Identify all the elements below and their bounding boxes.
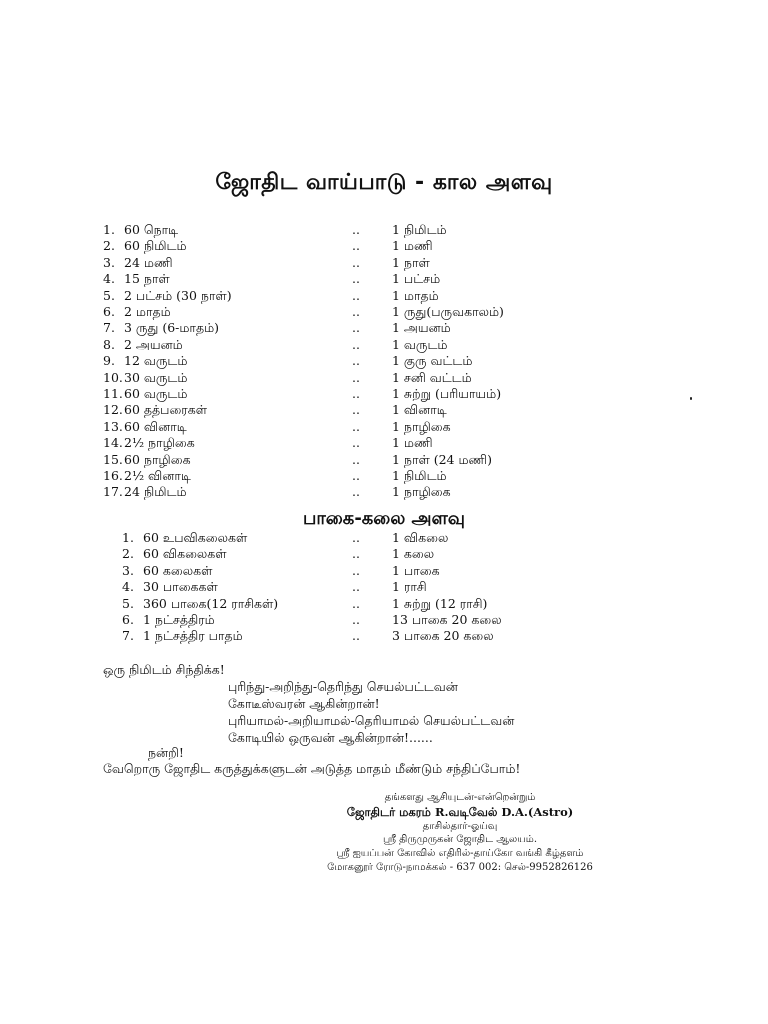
row-separator: .. <box>352 222 360 237</box>
row-equivalent: 1 நாள் (24 மணி) <box>392 451 493 467</box>
row-quantity: 60 வருடம் <box>124 386 188 401</box>
row-separator: .. <box>352 238 360 254</box>
row-separator: .. <box>352 595 360 611</box>
row-equivalent: 1 மணி <box>392 238 433 254</box>
row-quantity: 360 பாகை(12 ராசிகள்) <box>143 595 279 611</box>
row-quantity: 60 தத்பரைகள் <box>124 402 208 418</box>
row-number: 1. <box>122 530 134 545</box>
row-quantity: 60 வினாடி <box>124 418 187 434</box>
row-separator: .. <box>352 336 360 352</box>
row-quantity: 30 பாகைகள் <box>143 579 218 595</box>
row-equivalent: 1 வினாடி <box>392 402 447 418</box>
scan-speck <box>690 397 692 400</box>
row-number: 12. <box>103 402 123 418</box>
row-number: 9. <box>103 353 115 369</box>
page-title: ஜோதிட வாய்பாடு - கால அளவு <box>215 170 553 195</box>
row-number: 5. <box>103 287 115 303</box>
footer-line-5: ஸ்ரீ ஐயப்பன் கோவில் எதிரில்-தாய்கோ வங்கி கீழ்தளம் <box>336 848 584 859</box>
row-quantity: 1 நட்சத்திர பாதம் <box>143 628 243 644</box>
row-separator: .. <box>352 304 360 319</box>
row-separator: .. <box>352 254 360 270</box>
row-number: 7. <box>122 628 134 644</box>
row-separator: .. <box>352 435 360 451</box>
row-equivalent: 1 நிமிடம் <box>392 222 447 237</box>
row-number: 4. <box>122 579 134 595</box>
footer-line-3: தாசில்தார்-ஓய்வு <box>422 821 498 832</box>
note-closing: வேறொரு ஜோதிட கருத்துக்களுடன் அடுத்த மாதம் மீண்டும் சந்திப்போம்! <box>103 761 521 776</box>
row-quantity: 60 விகலைகள் <box>143 546 227 562</box>
row-separator: .. <box>352 562 360 578</box>
row-quantity: 2 பட்சம் (30 நாள்) <box>124 287 232 303</box>
row-quantity: 60 உபவிகலைகள் <box>143 530 248 545</box>
row-quantity: 60 நொடி <box>124 222 179 237</box>
row-separator: .. <box>352 484 360 500</box>
row-number: 17. <box>103 484 123 500</box>
note-line-1: புரிந்து-அறிந்து-தெரிந்து செயல்பட்டவன் <box>228 679 458 694</box>
row-equivalent: 1 குரு வட்டம் <box>392 353 473 369</box>
row-equivalent: 1 ருது(பருவகாலம்) <box>392 304 504 319</box>
row-number: 14. <box>103 435 123 451</box>
row-equivalent: 1 நாள் <box>392 254 430 270</box>
row-quantity: 60 கலைகள் <box>143 562 213 578</box>
note-line-4: கோடியில் ஒருவன் ஆகின்றான்!...... <box>228 730 433 745</box>
row-number: 6. <box>122 612 134 627</box>
row-quantity: 60 நிமிடம் <box>124 238 187 254</box>
row-equivalent: 1 சுற்று (பரியாயம்) <box>392 386 502 401</box>
row-separator: .. <box>352 271 360 287</box>
row-separator: .. <box>352 612 360 627</box>
row-equivalent: 1 மாதம் <box>392 287 439 303</box>
row-number: 7. <box>103 320 115 336</box>
row-equivalent: 1 நாழிகை <box>392 418 451 434</box>
row-number: 6. <box>103 304 115 319</box>
row-number: 15. <box>103 451 123 467</box>
row-number: 2. <box>122 546 134 562</box>
row-number: 3. <box>122 562 134 578</box>
row-equivalent: 1 அயனம் <box>392 320 451 336</box>
row-equivalent: 1 பட்சம் <box>392 271 441 287</box>
row-quantity: 30 வருடம் <box>124 369 188 385</box>
row-quantity: 1 நட்சத்திரம் <box>143 612 215 627</box>
row-equivalent: 1 நிமிடம் <box>392 468 447 483</box>
note-intro: ஒரு நிமிடம் சிந்திக்க! <box>103 662 225 677</box>
row-quantity: 3 ருது (6-மாதம்) <box>124 320 220 336</box>
row-equivalent: 1 சுற்று (12 ராசி) <box>392 595 488 611</box>
row-quantity: 15 நாள் <box>124 271 170 287</box>
row-quantity: 2 அயனம் <box>124 336 183 352</box>
row-quantity: 12 வருடம் <box>124 353 188 369</box>
footer-line-2: ஜோதிடர் மகரம் R.வடிவேல் D.A.(Astro) <box>346 805 574 819</box>
row-equivalent: 1 நாழிகை <box>392 484 451 500</box>
row-quantity: 60 நாழிகை <box>124 451 191 467</box>
note-thanks: நன்றி! <box>148 745 184 760</box>
row-equivalent: 13 பாகை 20 கலை <box>392 612 502 627</box>
row-number: 1. <box>103 222 115 237</box>
row-separator: .. <box>352 320 360 336</box>
row-equivalent: 3 பாகை 20 கலை <box>392 628 494 644</box>
row-number: 4. <box>103 271 115 287</box>
row-separator: .. <box>352 418 360 434</box>
row-number: 13. <box>103 418 123 434</box>
row-number: 11. <box>103 386 123 401</box>
row-equivalent: 1 கலை <box>392 546 435 562</box>
row-quantity: 2½ நாழிகை <box>124 435 195 451</box>
row-quantity: 2 மாதம் <box>124 304 171 319</box>
row-separator: .. <box>352 468 360 483</box>
footer-line-4: ஸ்ரீ திருமுருகன் ஜோதிட ஆலயம். <box>382 834 538 845</box>
note-line-3: புரியாமல்-அறியாமல்-தெரியாமல் செயல்பட்டவன் <box>228 713 515 728</box>
row-number: 3. <box>103 254 115 270</box>
row-number: 5. <box>122 595 134 611</box>
row-number: 16. <box>103 468 123 483</box>
row-number: 8. <box>103 336 115 352</box>
row-number: 2. <box>103 238 115 254</box>
row-equivalent: 1 சனி வட்டம் <box>392 369 472 385</box>
row-quantity: 2½ வினாடி <box>124 468 191 483</box>
row-separator: .. <box>352 451 360 467</box>
row-equivalent: 1 மணி <box>392 435 433 451</box>
footer-line-1: தங்களது ஆசியுடன்-என்றென்றும் <box>384 792 536 803</box>
section-subtitle: பாகை-கலை அளவு <box>302 508 466 529</box>
row-separator: .. <box>352 579 360 595</box>
row-separator: .. <box>352 386 360 401</box>
row-equivalent: 1 ராசி <box>392 579 427 595</box>
row-separator: .. <box>352 369 360 385</box>
row-equivalent: 1 விகலை <box>392 530 449 545</box>
row-quantity: 24 மணி <box>124 254 173 270</box>
footer-line-6: மோகனூர் ரோடு-நாமக்கல் - 637 002: செல்-9952826126 <box>327 862 593 873</box>
row-separator: .. <box>352 402 360 418</box>
row-number: 10. <box>103 369 123 385</box>
note-line-2: கோடீஸ்வரன் ஆகின்றான்! <box>228 696 380 711</box>
row-separator: .. <box>352 530 360 545</box>
row-separator: .. <box>352 353 360 369</box>
row-equivalent: 1 வருடம் <box>392 336 448 352</box>
row-separator: .. <box>352 546 360 562</box>
row-equivalent: 1 பாகை <box>392 562 440 578</box>
row-quantity: 24 நிமிடம் <box>124 484 187 500</box>
row-separator: .. <box>352 628 360 644</box>
row-separator: .. <box>352 287 360 303</box>
